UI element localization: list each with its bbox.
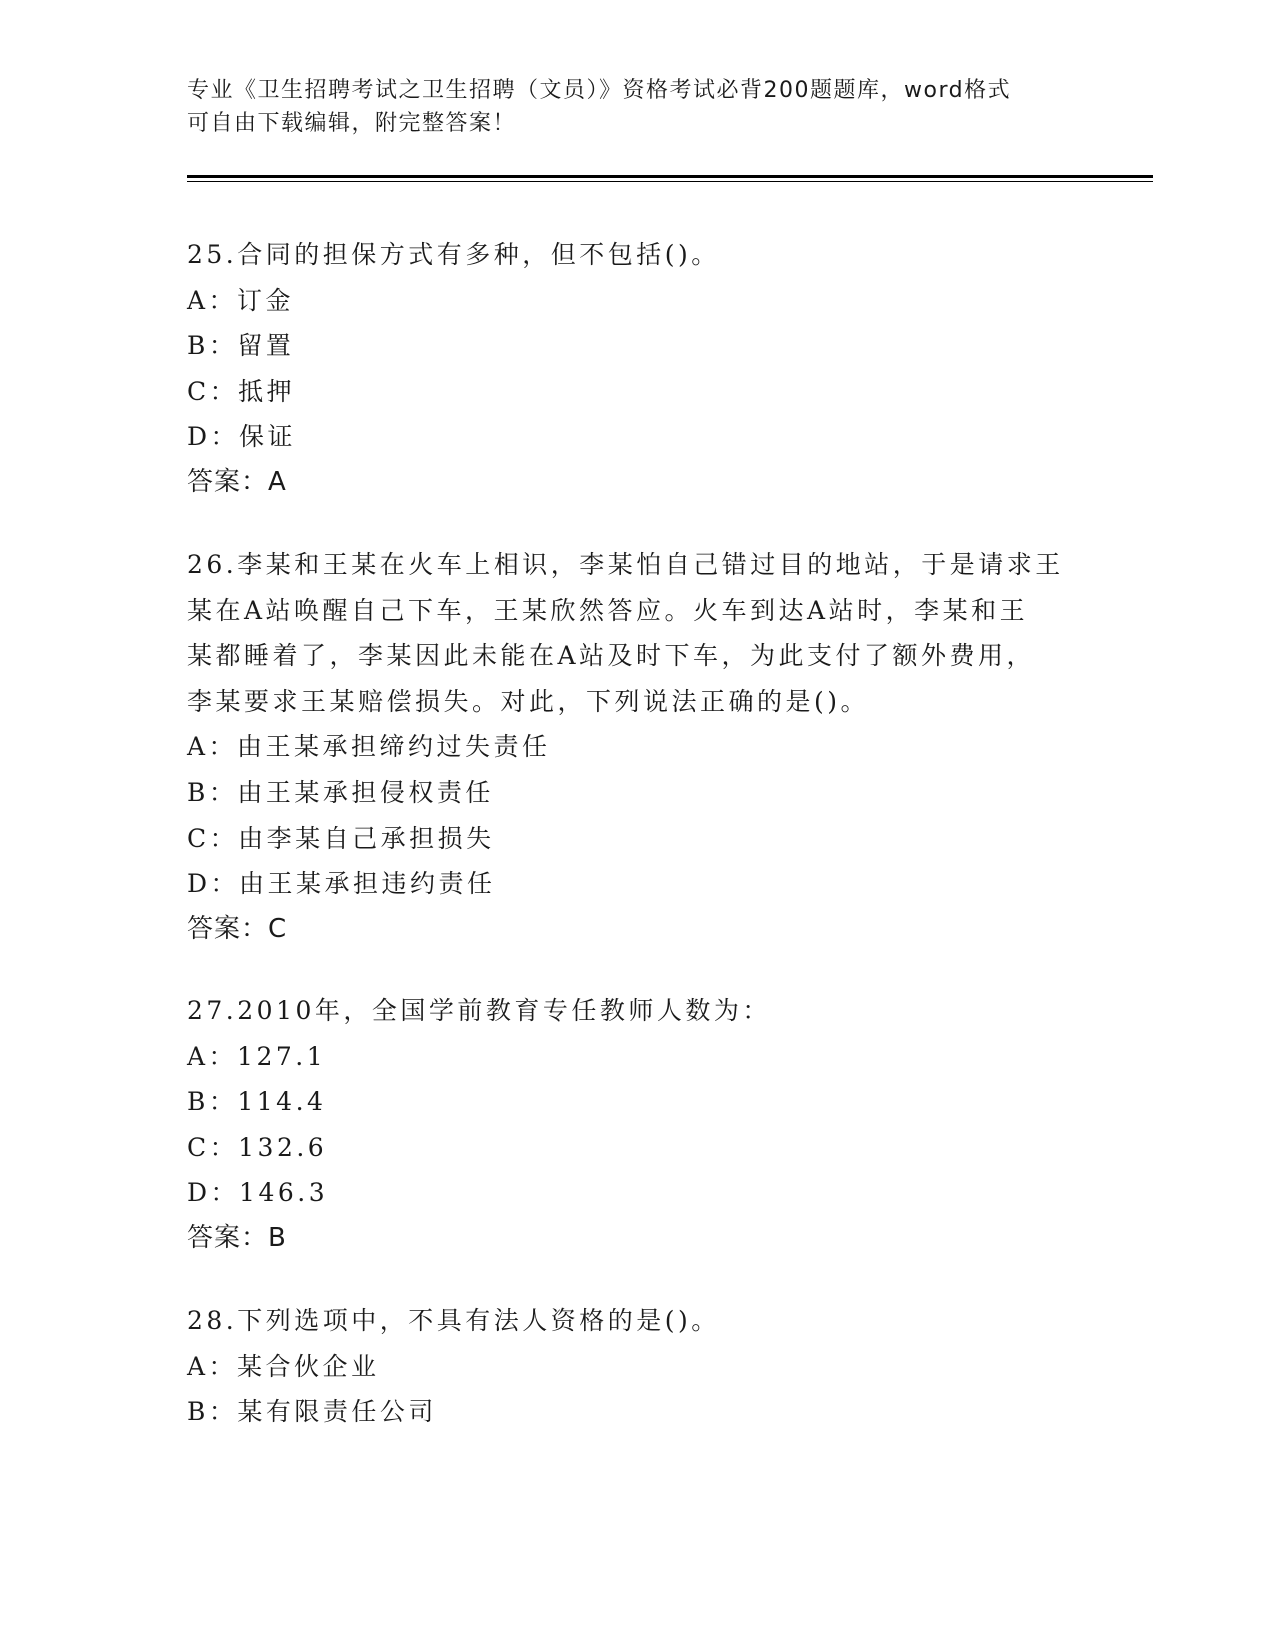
question-28: [187, 1298, 1087, 1435]
option-b: B：留置: [187, 331, 295, 361]
header-rule-thin: [187, 181, 1153, 182]
question-26: [187, 542, 1087, 952]
header-rule-thick: [187, 175, 1153, 178]
answer: 答案：A: [187, 466, 287, 497]
header-line-2: 可自由下载编辑，附完整答案！: [187, 111, 517, 136]
option-a: A：127.1: [187, 1041, 327, 1071]
question-27: [187, 988, 1087, 1262]
option-b: B：114.4: [187, 1087, 327, 1117]
question-text-line-4: 李某要求王某赔偿损失。对此，下列说法正确的是()。: [187, 686, 870, 716]
question-text-line-2: 某在A站唤醒自己下车，王某欣然答应。火车到达A站时，李某和王: [187, 595, 1029, 625]
question-text-line-3: 某都睡着了，李某因此未能在A站及时下车，为此支付了额外费用，: [187, 641, 1036, 671]
option-a: A：订金: [187, 285, 295, 315]
option-c: C：抵押: [187, 376, 296, 406]
option-d: D：146.3: [187, 1178, 329, 1208]
answer: 答案：C: [187, 913, 288, 944]
header-line-1: 专业《卫生招聘考试之卫生招聘（文员）》资格考试必背200题题库，word格式: [187, 78, 1012, 103]
question-25: [187, 232, 1087, 506]
document-header: [187, 74, 1067, 140]
answer: 答案：B: [187, 1222, 287, 1253]
question-text: 25.合同的担保方式有多种，但不包括()。: [187, 240, 720, 269]
option-c: C：132.6: [187, 1132, 328, 1162]
option-a: A：某合伙企业: [187, 1351, 380, 1381]
question-text: 28.下列选项中，不具有法人资格的是()。: [187, 1306, 720, 1335]
option-d: D：由王某承担违约责任: [187, 869, 496, 899]
option-d: D：保证: [187, 422, 297, 452]
option-a: A：由王某承担缔约过失责任: [187, 732, 551, 762]
question-text-line-1: 26.李某和王某在火车上相识，李某怕自己错过目的地站，于是请求王: [187, 550, 1064, 579]
option-b: B：由王某承担侵权责任: [187, 777, 494, 807]
option-c: C：由李某自己承担损失: [187, 823, 495, 853]
question-text: 27.2010年，全国学前教育专任教师人数为：: [187, 996, 771, 1025]
option-b: B：某有限责任公司: [187, 1397, 437, 1427]
